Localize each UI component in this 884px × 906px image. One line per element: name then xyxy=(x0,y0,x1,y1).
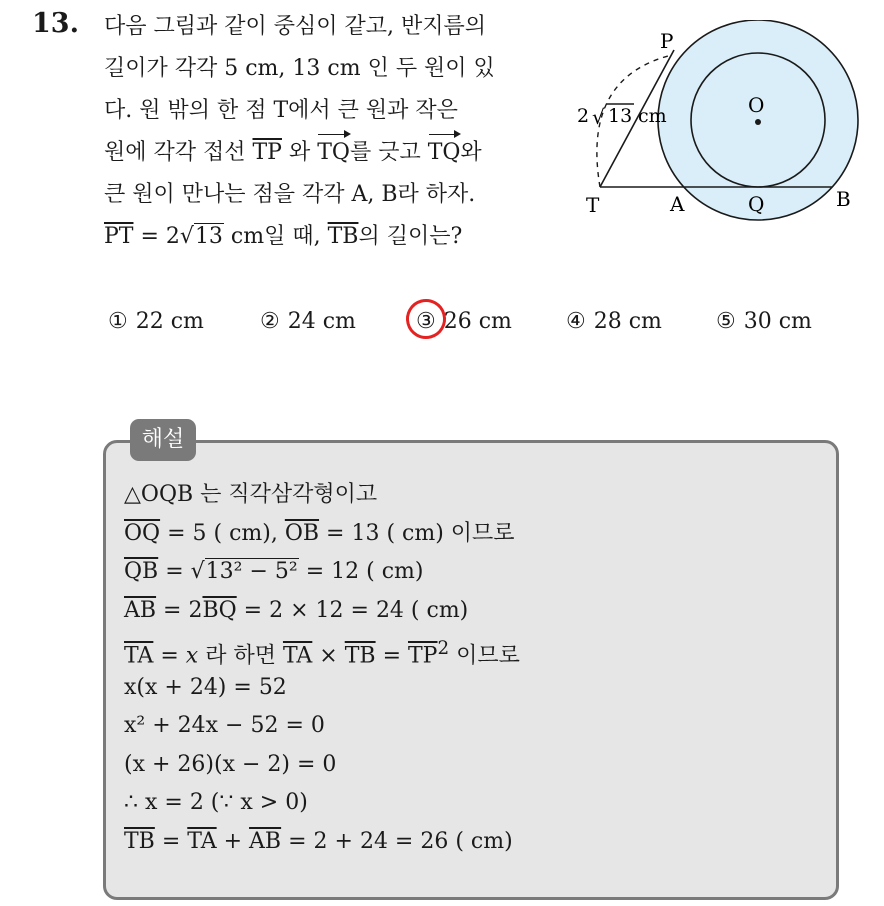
question-line: 길이가 각각 5 cm, 13 cm 인 두 원이 있 xyxy=(104,56,495,81)
segment-ta: $\overline{TA}$ xyxy=(124,643,154,669)
choice-text: 30 cm xyxy=(743,309,812,334)
text: × xyxy=(312,643,345,669)
sqrt-expression: √13 xyxy=(179,224,223,249)
answer-choices xyxy=(108,300,848,344)
segment-ta: $\overline{TA}$ xyxy=(187,828,217,854)
question-line xyxy=(104,132,564,174)
text: = xyxy=(375,643,408,669)
question-line xyxy=(104,216,564,258)
label-q: Q xyxy=(748,192,765,216)
length-radical: √ xyxy=(592,105,605,129)
choice-number: ③ xyxy=(416,309,436,334)
text: = xyxy=(154,828,188,854)
center-point xyxy=(755,119,761,125)
label-o: O xyxy=(748,93,765,117)
radicand: 13² − 5² xyxy=(205,559,298,584)
solution-line: x² + 24x − 52 = 0 xyxy=(124,713,325,738)
sqrt-expression: √13² − 5² xyxy=(190,559,298,584)
text: + xyxy=(216,828,250,854)
segment-ab: $\overline{AB}$ xyxy=(249,828,282,854)
solution-line xyxy=(124,476,520,515)
text: = 5 ( cm), xyxy=(160,520,285,546)
solution-line xyxy=(124,592,520,631)
question-text xyxy=(104,6,564,258)
choice-2[interactable] xyxy=(260,300,356,344)
text: 와 xyxy=(281,140,318,165)
length-value: 13 xyxy=(608,105,633,127)
question-line: 다. 원 밖의 한 점 T에서 큰 원과 작은 xyxy=(104,98,458,123)
segment-tb: $\overline{TB}$ xyxy=(124,828,155,854)
segment-ta: $\overline{TA}$ xyxy=(282,643,313,669)
solution-line: ∴ x = 2 (∵ x > 0) xyxy=(124,790,308,815)
text: 라 하면 xyxy=(198,643,283,669)
text: = 2 × 12 = 24 ( cm) xyxy=(236,597,469,623)
segment-pt: $\overline{PT}$ xyxy=(104,224,134,249)
text: 원에 각각 접선 xyxy=(104,140,253,165)
answer-mark-circle xyxy=(402,295,451,344)
label-t: T xyxy=(586,193,600,217)
text: 를 긋고 xyxy=(349,140,428,165)
solution-line xyxy=(124,515,520,554)
question-line: 큰 원이 만나는 점을 각각 A, B라 하자. xyxy=(104,182,476,207)
text: 는 직각삼각형이고 xyxy=(193,482,378,507)
segment-tb: $\overline{TB}$ xyxy=(344,643,376,669)
solution-line: x(x + 24) = 52 xyxy=(124,674,287,700)
length-coef: 2 xyxy=(577,105,590,127)
solution-tag: 해설 xyxy=(130,419,196,461)
vector-tq: TQ xyxy=(428,132,461,174)
geometry-figure xyxy=(570,20,860,230)
label-b: B xyxy=(836,187,851,211)
segment-oq: $\overline{OQ}$ xyxy=(124,520,161,546)
text: = 2 xyxy=(133,224,180,249)
segment-ob: $\overline{OB}$ xyxy=(284,520,320,546)
solution-line xyxy=(124,553,520,592)
radicand: 13 xyxy=(194,224,223,249)
text: = 12 ( cm) xyxy=(298,559,424,584)
choice-4[interactable] xyxy=(566,300,662,344)
segment-bq: $\overline{BQ}$ xyxy=(202,597,237,623)
solution-line xyxy=(124,630,520,669)
choice-text: 24 cm xyxy=(287,309,356,334)
choice-number: ② xyxy=(260,309,280,334)
choice-number: ④ xyxy=(566,309,586,334)
choice-text: 28 cm xyxy=(593,309,662,334)
text: = 13 ( cm) 이므로 xyxy=(319,520,515,546)
solution-line: (x + 26)(x − 2) = 0 xyxy=(124,751,337,777)
text: = xyxy=(158,559,191,584)
text: △OQB xyxy=(124,482,194,507)
variable-x: x xyxy=(185,643,199,669)
exponent: 2 xyxy=(437,638,450,659)
segment-ab: $\overline{AB}$ xyxy=(124,597,157,623)
text: 이므로 xyxy=(449,643,520,669)
text: cm일 때, xyxy=(223,224,328,249)
choice-1[interactable] xyxy=(108,300,204,344)
text: = xyxy=(153,643,186,669)
choice-5[interactable] xyxy=(716,300,812,344)
text: = 2 + 24 = 26 ( cm) xyxy=(281,828,513,854)
choice-number: ① xyxy=(108,309,128,334)
choice-text: 26 cm xyxy=(443,309,512,334)
label-a: A xyxy=(670,192,685,216)
question-number: 13. xyxy=(32,8,79,39)
label-p: P xyxy=(660,29,674,53)
choice-number: ⑤ xyxy=(716,309,736,334)
length-unit: cm xyxy=(638,105,667,127)
question-line: 다음 그림과 같이 중심이 같고, 반지름의 xyxy=(104,14,486,39)
choice-3[interactable] xyxy=(416,300,512,344)
text: = 2 xyxy=(156,597,203,623)
text: 의 길이는? xyxy=(358,224,463,249)
text: 와 xyxy=(460,140,482,165)
segment-tp: $\overline{TP}$ xyxy=(252,140,282,165)
solution-lines xyxy=(124,476,520,861)
choice-text: 22 cm xyxy=(135,309,204,334)
segment-tb: $\overline{TB}$ xyxy=(327,224,359,249)
solution-line xyxy=(124,823,520,862)
segment-tp: $\overline{TP}$ xyxy=(408,643,438,669)
segment-qb: $\overline{QB}$ xyxy=(124,559,159,584)
vector-tq: TQ xyxy=(317,132,350,174)
